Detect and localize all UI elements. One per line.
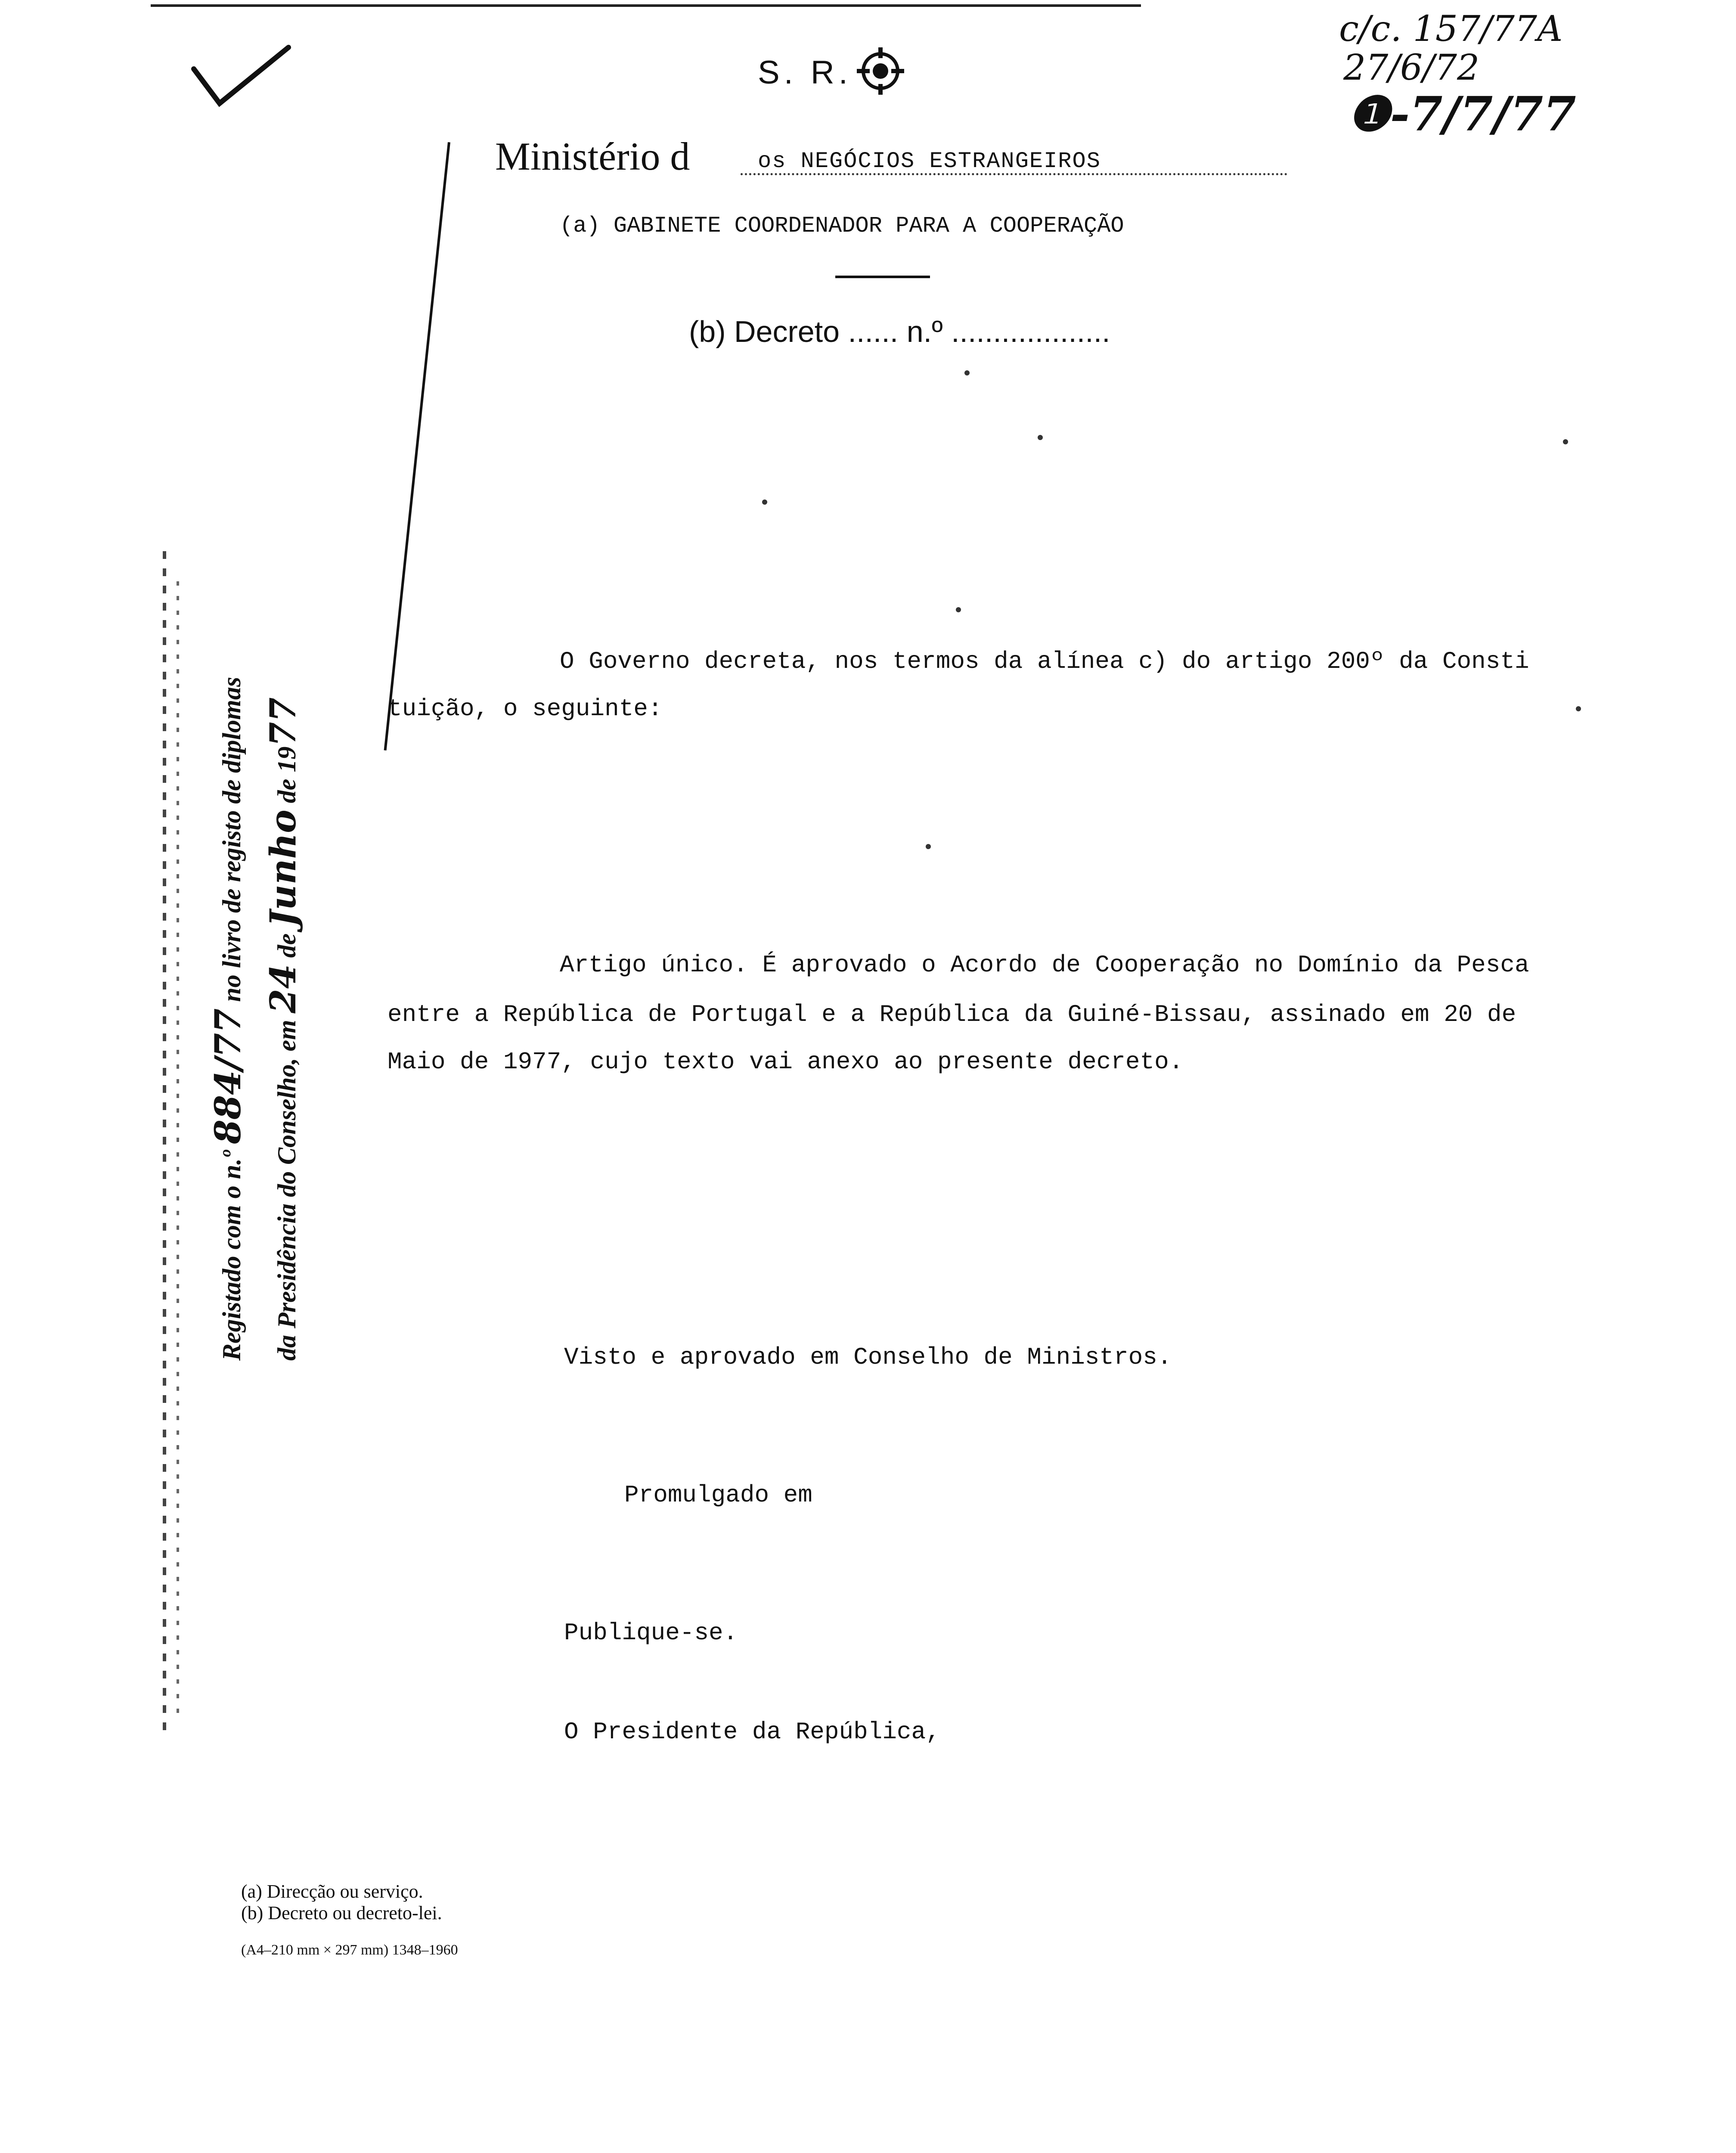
top-border-line <box>151 4 1141 7</box>
ministry-subtitle: os NEGÓCIOS ESTRANGEIROS <box>758 149 1101 174</box>
article-line1: Artigo único. É aprovado o Acordo de Cooperação no Domínio da Pesca <box>560 951 1529 979</box>
decree-preamble-line1: O Governo decreta, nos termos da alínea c) do artigo 200º da Consti <box>560 648 1529 675</box>
scan-speck <box>956 607 961 612</box>
department-line: (a) GABINETE COORDENADOR PARA A COOPERAÇÃO <box>560 213 1124 239</box>
handwritten-reference: c/c. 157/77A <box>1339 9 1563 50</box>
scan-speck <box>1038 435 1043 440</box>
scan-speck <box>964 370 970 375</box>
paper-format-note: (A4–210 mm × 297 mm) 1348–1960 <box>241 1942 458 1958</box>
coat-of-arms-icon <box>852 43 908 99</box>
approval-line: Visto e aprovado em Conselho de Ministros. <box>564 1343 1172 1371</box>
registration-note-line2: da Presidência do Conselho, em 24 de Junho de 1977 <box>263 697 304 1361</box>
footnote-b: (b) Decreto ou decreto-lei. <box>241 1902 442 1923</box>
scan-speck <box>926 844 931 849</box>
left-perforation-marks <box>163 551 166 1735</box>
handwritten-checkmark-icon <box>189 43 293 108</box>
publication-line: Publique-se. <box>564 1619 738 1647</box>
center-divider <box>835 276 930 278</box>
decree-number-line: (b) Decreto ...... n.º ................... <box>689 315 1110 348</box>
scan-speck <box>762 499 767 505</box>
promulgation-line: Promulgado em <box>624 1481 812 1509</box>
left-perforation-marks-inner <box>177 581 179 1722</box>
decree-preamble-line2: tuição, o seguinte: <box>388 695 663 723</box>
president-signature-line: O Presidente da República, <box>564 1718 940 1746</box>
article-line3: Maio de 1977, cujo texto vai anexo ao presente decreto. <box>388 1048 1184 1076</box>
registration-margin-note <box>202 677 313 1361</box>
footnote-a: (a) Direcção ou serviço. <box>241 1881 423 1902</box>
registration-note-line1: Registado com o n.º 884/77 no livro de registo de diplomas <box>208 676 249 1361</box>
srp-header: S. R. <box>758 54 852 91</box>
margin-ruled-line <box>384 142 450 751</box>
scan-speck <box>1563 439 1568 444</box>
scan-speck <box>1576 706 1581 711</box>
ministry-dotted-rule <box>741 173 1287 175</box>
handwritten-date: 27/6/72 <box>1343 47 1480 88</box>
handwritten-stamp: ❶-7/7/77 <box>1348 86 1576 142</box>
article-line2: entre a República de Portugal e a República da Guiné-Bissau, assinado em 20 de <box>388 1001 1516 1028</box>
ministry-title: Ministério d <box>495 134 690 178</box>
